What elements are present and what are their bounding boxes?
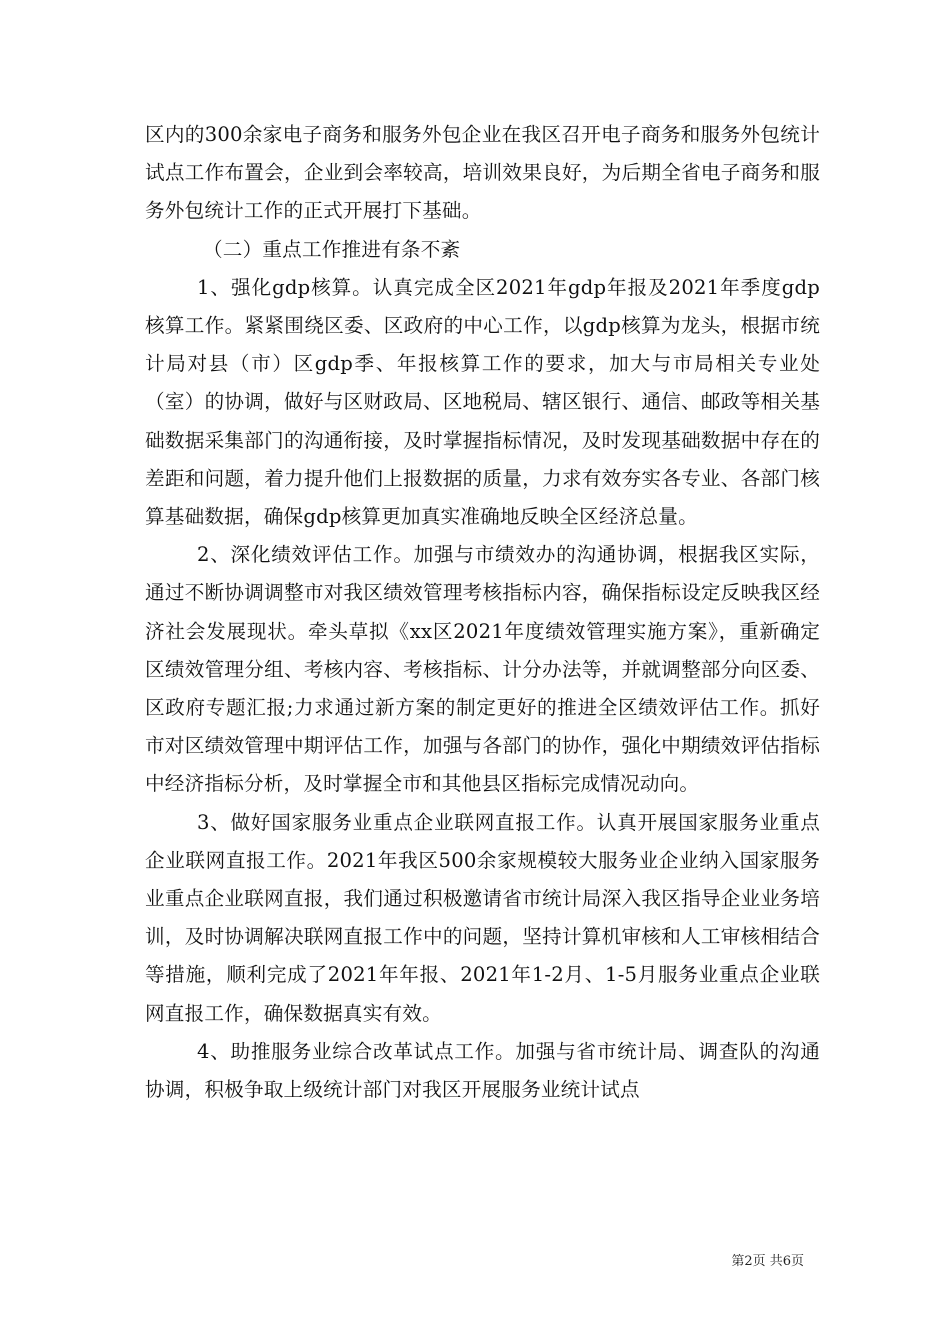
document-body (145, 116, 820, 1109)
page-number-footer: 第2页 共6页 (731, 1254, 804, 1269)
paragraph-performance-evaluation: 2、深化绩效评估工作。加强与市绩效办的沟通协调，根据我区实际，通过不断协调调整市对我区绩效管理考核指标内容，确保指标设定反映我区经济社会发展现状。牵头草拟《xx区2021年度绩效管理实施方案》，重新确定区绩效管理分组、考核内容、考核指标、计分办法等，并就调整部分向区委、区政府专题汇报;力求通过新方案的制定更好的推进全区绩效评估工作。抓好市对区绩效管理中期评估工作，加强与各部门的协作，强化中期绩效评估指标中经济指标分析，及时掌握全市和其他县区指标完成情况动向。 (145, 543, 820, 796)
paragraph-service-reform: 4、助推服务业综合改革试点工作。加强与省市统计局、调查队的沟通协调，积极争取上级统计部门对我区开展服务业统计试点 (145, 1039, 820, 1102)
section-heading: （二）重点工作推进有条不紊 (203, 237, 461, 261)
paragraph-gdp-accounting: 1、强化gdp核算。认真完成全区2021年gdp年报及2021年季度gdp核算工作。紧紧围绕区委、区政府的中心工作，以gdp核算为龙头，根据市统计局对县（市）区gdp季、年报核算工作的要求，加大与市局相关专业处（室）的协调，做好与区财政局、区地税局、辖区银行、通信、邮政等相关基础数据采集部门的沟通衔接，及时掌握指标情况，及时发现基础数据中存在的差距和问题，着力提升他们上报数据的质量，力求有效夯实各专业、各部门核算基础数据，确保gdp核算更加真实准确地反映全区经济总量。 (145, 275, 820, 529)
paragraph-online-reporting: 3、做好国家服务业重点企业联网直报工作。认真开展国家服务业重点企业联网直报工作。2021年我区500余家规模较大服务业企业纳入国家服务业重点企业联网直报，我们通过积极邀请省市统计局深入我区指导企业业务培训，及时协调解决联网直报工作中的问题，坚持计算机审核和人工审核相结合等措施，顺利完成了2021年年报、2021年1-2月、1-5月服务业重点企业联网直报工作，确保数据真实有效。 (145, 810, 820, 1025)
paragraph-continuation: 区内的300余家电子商务和服务外包企业在我区召开电子商务和服务外包统计试点工作布置会，企业到会率较高，培训效果良好，为后期全省电子商务和服务外包统计工作的正式开展打下基础。 (145, 123, 820, 223)
